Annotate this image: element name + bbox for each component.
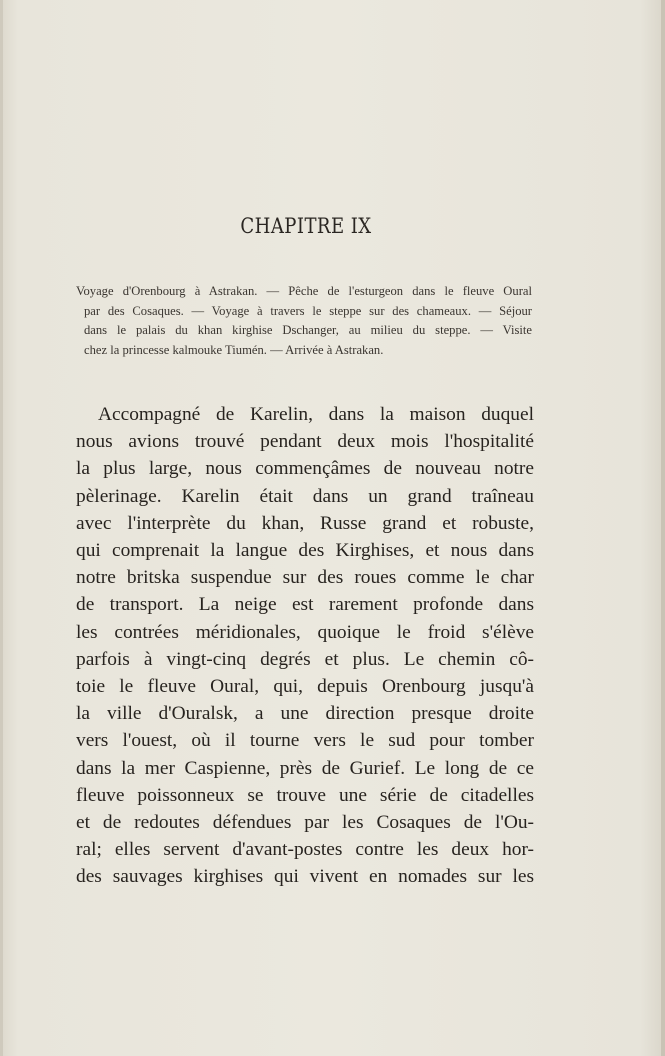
summary-line: dans le palais du khan kirghise Dschanger, au milieu du steppe. — Visite <box>84 323 532 337</box>
body-line: et de redoutes défendues par les Cosaques de l'Ou- <box>76 812 534 834</box>
chapter-summary <box>76 282 532 360</box>
body-line: nous avions trouvé pendant deux mois l'hospitalité <box>76 431 534 453</box>
summary-line: Voyage d'Orenbourg à Astrakan. — Pêche de l'esturgeon dans le fleuve Oural <box>76 284 532 298</box>
body-line: les contrées méridionales, quoique le froid s'élève <box>76 621 534 643</box>
summary-line: chez la princesse kalmouke Tiumén. — Arrivée à Astrakan. <box>84 342 384 357</box>
body-line: toie le fleuve Oural, qui, depuis Orenbourg jusqu'à <box>76 676 534 698</box>
body-line: pèlerinage. Karelin était dans un grand traîneau <box>76 485 534 507</box>
body-line: ral; elles servent d'avant-postes contre les deux hor- <box>76 839 534 861</box>
page-right-edge <box>661 0 665 1056</box>
body-line: Accompagné de Karelin, dans la maison duquel <box>98 404 534 425</box>
body-line: la plus large, nous commençâmes de nouveau notre <box>76 458 534 480</box>
body-line: de transport. La neige est rarement profonde dans <box>76 594 534 616</box>
body-line: vers l'ouest, où il tourne vers le sud pour tomber <box>76 730 534 752</box>
chapter-title: CHAPITRE IX <box>240 214 372 238</box>
body-line: dans la mer Caspienne, près de Gurief. Le long de ce <box>76 757 534 779</box>
body-line: parfois à vingt-cinq degrés et plus. Le chemin cô- <box>76 648 534 670</box>
body-line: la ville d'Ouralsk, a une direction presque droite <box>76 703 534 725</box>
body-line: des sauvages kirghises qui vivent en nomades sur les <box>76 866 534 888</box>
body-line: notre britska suspendue sur des roues comme le char <box>76 567 534 589</box>
body-paragraph <box>76 401 534 891</box>
body-line: avec l'interprète du khan, Russe grand et robuste, <box>76 512 534 534</box>
body-line: fleuve poissonneux se trouve une série de citadelles <box>76 784 534 806</box>
body-line: qui comprenait la langue des Kirghises, et nous dans <box>76 540 534 562</box>
summary-line: par des Cosaques. — Voyage à travers le steppe sur des chameaux. — Séjour <box>84 303 532 318</box>
page-left-edge <box>0 0 3 1056</box>
